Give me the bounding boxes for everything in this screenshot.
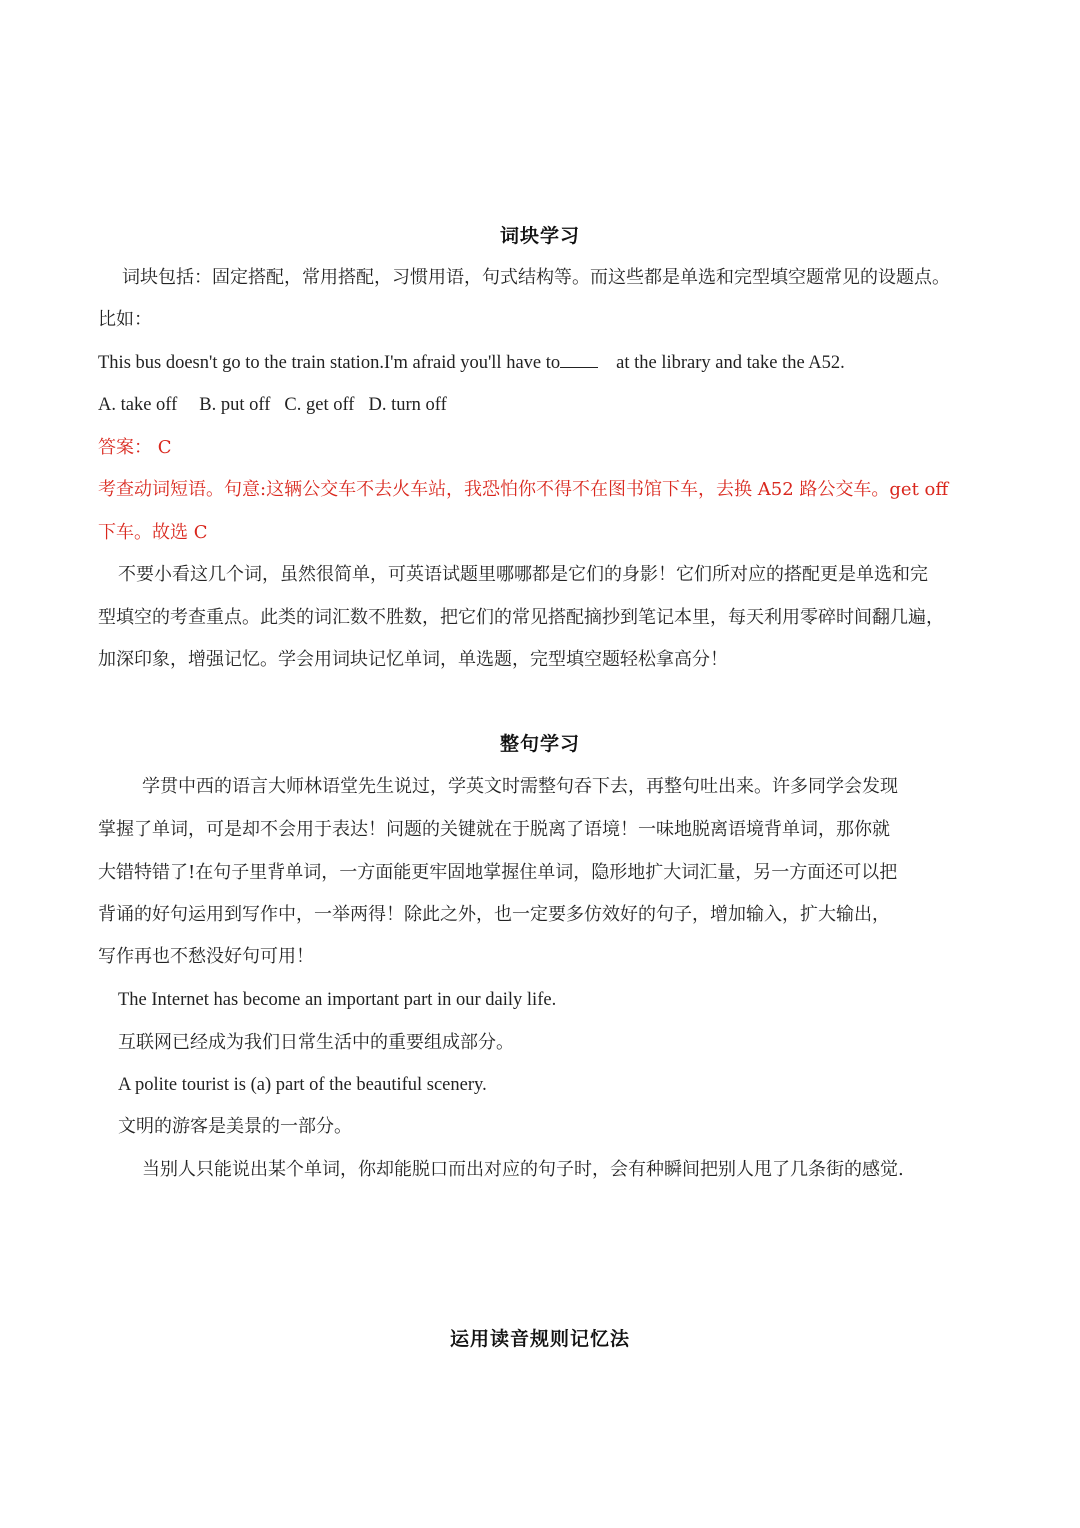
example-1-chinese: 互联网已经成为我们日常生活中的重要组成部分。 (118, 1032, 514, 1053)
question-options (98, 393, 988, 417)
sentence-paragraph-line-5: 写作再也不愁没好句可用！ (98, 946, 314, 967)
sentence-paragraph-line-3: 大错特错了!在句子里背单词，一方面能更牢固地掌握住单词，隐形地扩大词汇量，另一方面还可以把 (98, 862, 898, 883)
option-b: B. put off (199, 395, 271, 415)
explanation-line-1: 考查动词短语。句意:这辆公交车不去火车站，我恐怕你不得不在图书馆下车，去换 A52 路公交车。get off (98, 479, 949, 500)
answer-line: 答案： C (98, 437, 172, 458)
chunk-paragraph-line-2: 型填空的考查重点。此类的词汇数不胜数，把它们的常见搭配摘抄到笔记本里，每天利用零碎时间翻几遍， (98, 607, 944, 628)
chunk-paragraph-line-1: 不要小看这几个词，虽然很简单，可英语试题里哪哪都是它们的身影！它们所对应的搭配更是单选和完 (118, 564, 928, 585)
example-2-chinese: 文明的游客是美景的一部分。 (118, 1116, 352, 1137)
question-blank (560, 351, 598, 368)
option-d: D. turn off (368, 395, 447, 415)
sentence-paragraph-line-4: 背诵的好句运用到写作中，一举两得！除此之外，也一定要多仿效好的句子，增加输入，扩大输出， (98, 904, 890, 925)
question-text-before-blank: This bus doesn't go to the train station.I'm afraid you'll have to (98, 353, 561, 373)
example-2-english: A polite tourist is (a) part of the beautiful scenery. (118, 1075, 487, 1095)
section-title-chunk: 词块学习 (499, 225, 580, 247)
chunk-paragraph-line-3: 加深印象，增强记忆。学会用词块记忆单词，单选题，完型填空题轻松拿高分！ (98, 649, 728, 670)
chunk-question (98, 351, 988, 375)
explanation-line-2: 下车。故选 C (98, 522, 208, 543)
chunk-intro-line-2: 比如： (98, 309, 152, 330)
question-text-after-blank: at the library and take the A52. (616, 353, 845, 373)
option-a: A. take off (98, 395, 178, 415)
chunk-intro-line-1: 词块包括：固定搭配，常用搭配，习惯用语，句式结构等。而这些都是单选和完型填空题常见的设题点。 (122, 267, 950, 288)
section-title-phonics: 运用读音规则记忆法 (449, 1328, 630, 1350)
sentence-paragraph-line-1: 学贯中西的语言大师林语堂先生说过，学英文时需整句吞下去，再整句吐出来。许多同学会发现 (142, 776, 898, 797)
example-1-english: The Internet has become an important part in our daily life. (118, 990, 557, 1010)
sentence-paragraph-line-2: 掌握了单词，可是却不会用于表达！问题的关键就在于脱离了语境！一味地脱离语境背单词，那你就 (98, 819, 890, 840)
sentence-closing: 当别人只能说出某个单词，你却能脱口而出对应的句子时，会有种瞬间把别人甩了几条街的感觉. (142, 1159, 904, 1180)
section-title-sentence: 整句学习 (499, 733, 580, 755)
option-c: C. get off (284, 395, 355, 415)
